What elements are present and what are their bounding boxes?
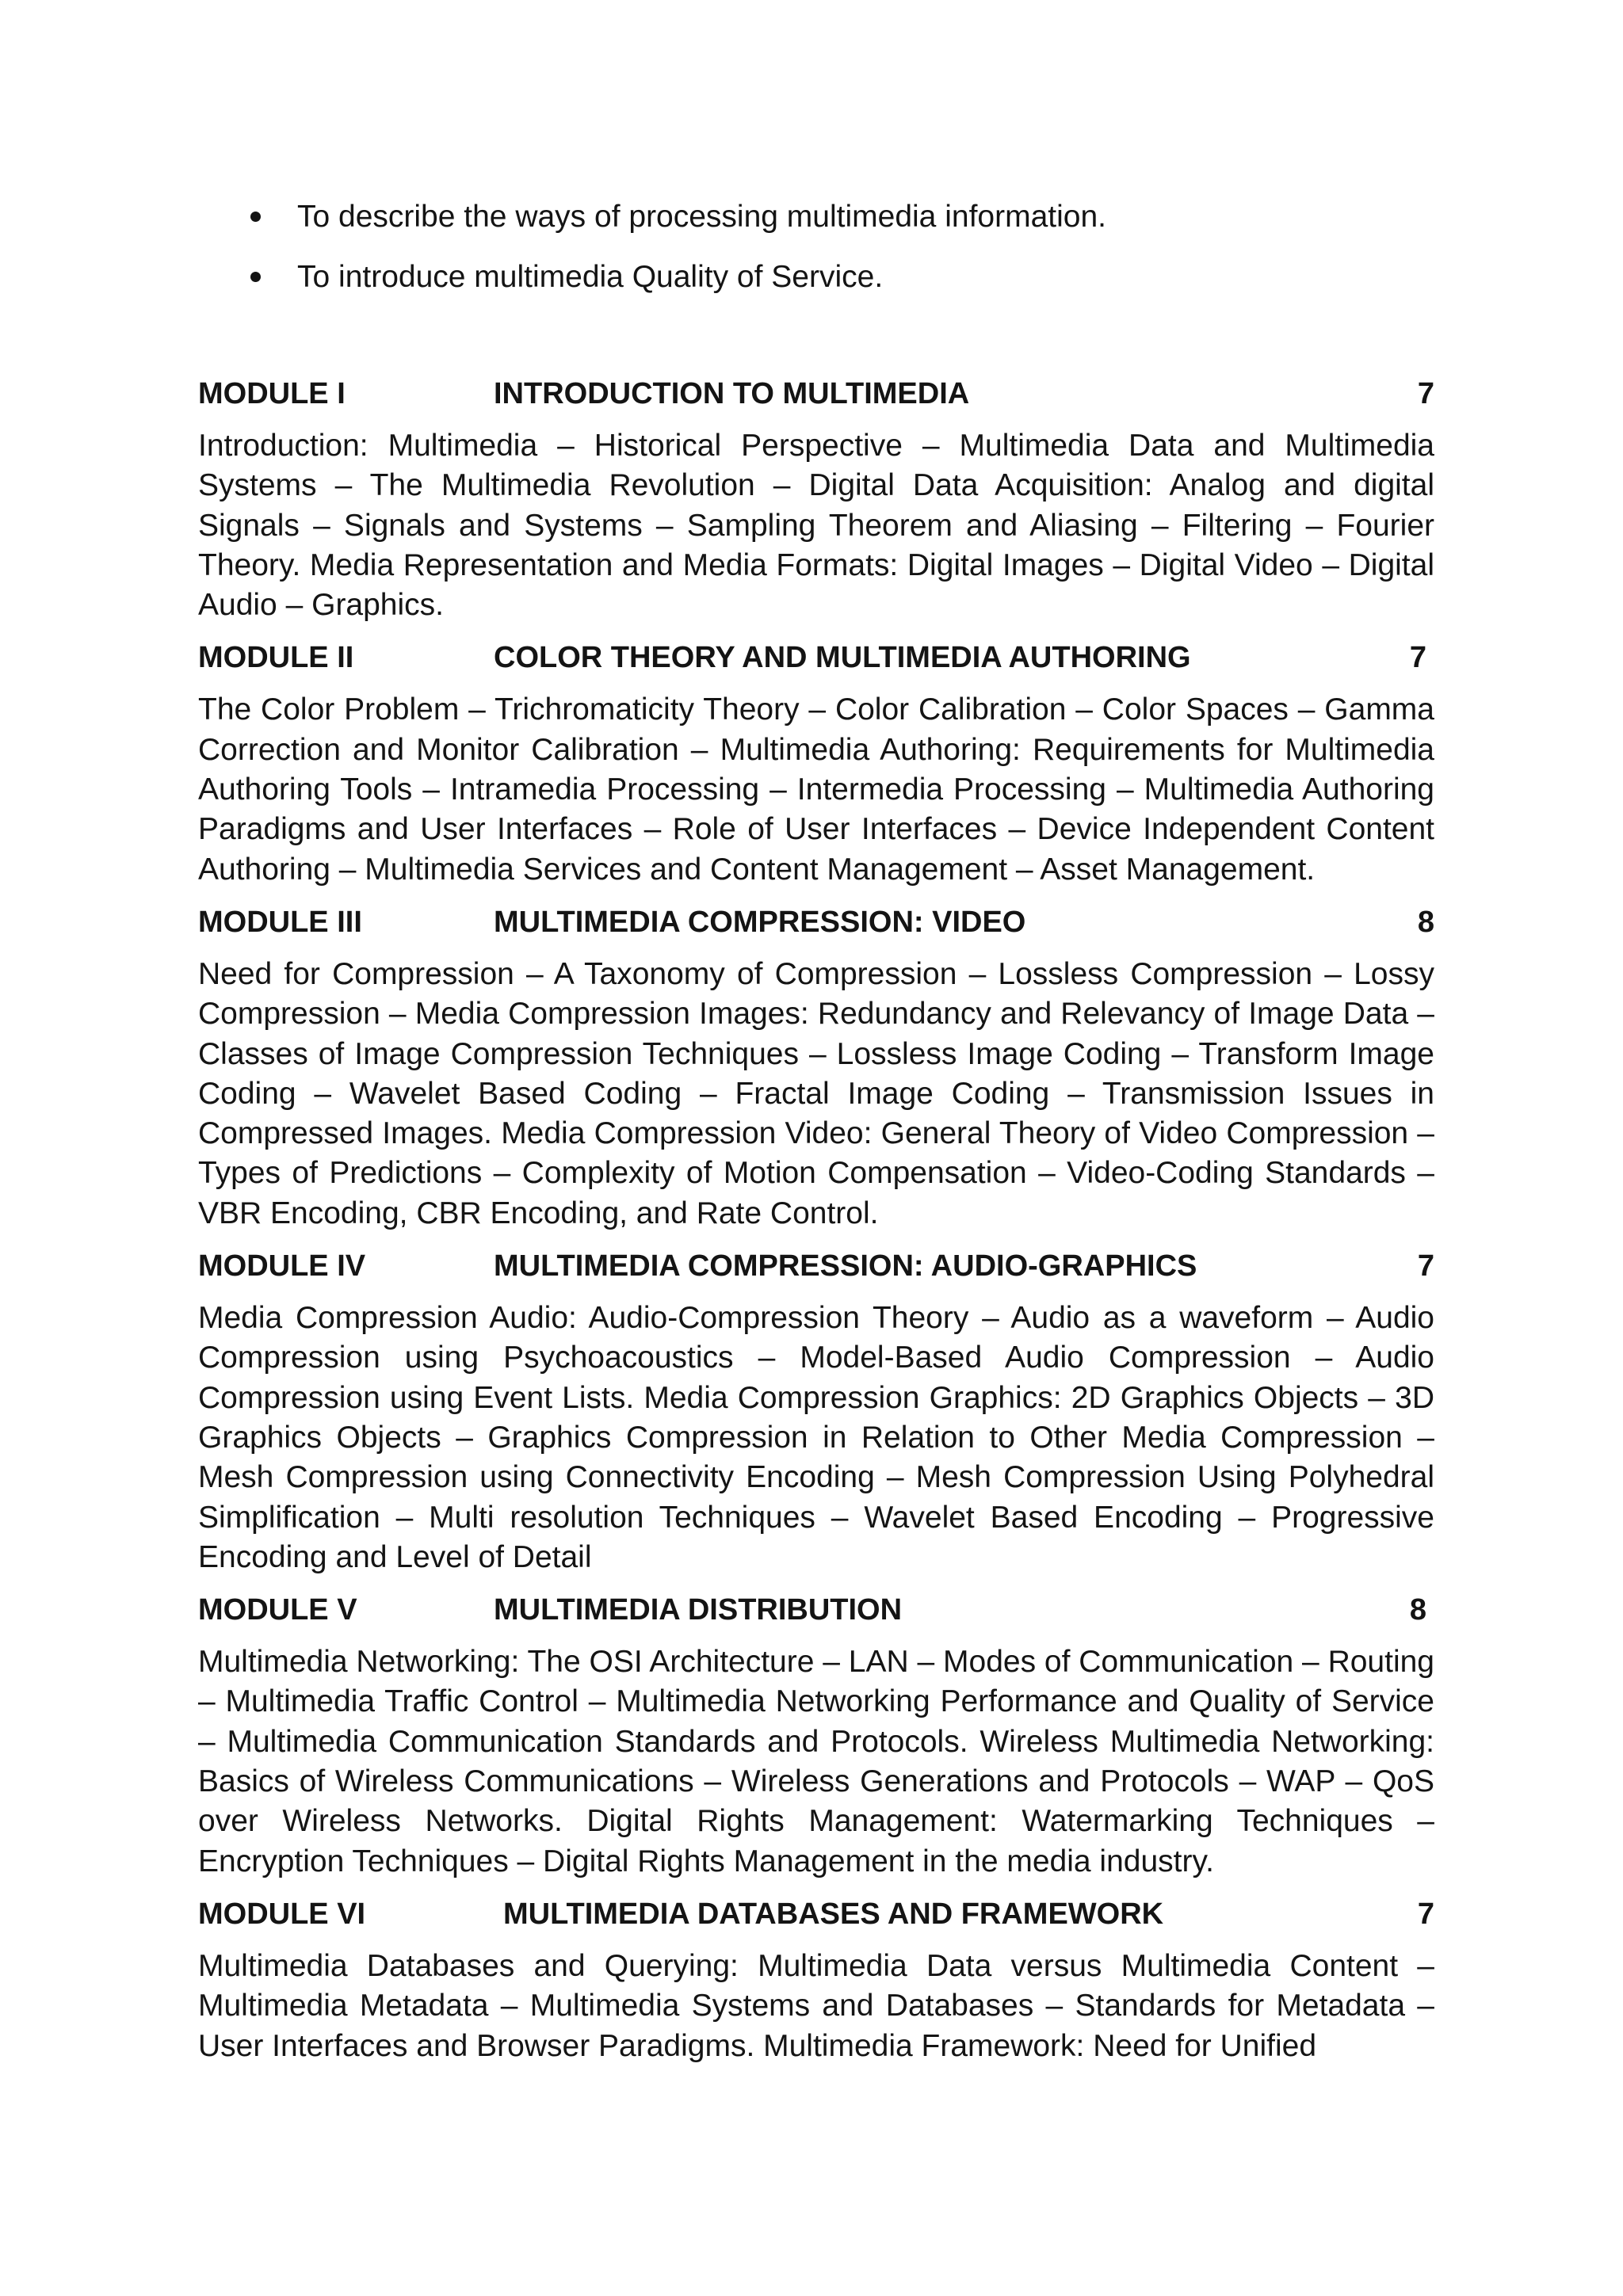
module-title: MULTIMEDIA DISTRIBUTION <box>494 1593 903 1627</box>
objective-item <box>238 257 1426 298</box>
bullet-icon <box>250 212 261 222</box>
objective-text: To describe the ways of processing multimedia information. <box>297 200 1106 234</box>
module-1 <box>198 372 1434 625</box>
module-hours: 7 <box>1417 377 1434 410</box>
module-number: MODULE VI <box>198 1897 366 1931</box>
module-description: Multimedia Networking: The OSI Architecture – LAN – Modes of Communication – Routing – Multimedia Traffic Control – Multimedia Networking Performance and Quality of Service – Multimedia Communication Standards and Protocols. Wireless Multimedia Networking: Basics of Wireless Communications – Wireless Generations and Protocols – WAP – QoS over Wireless Networks. Digital Rights Management: Watermarking Techniques – Encryption Techniques – Digital Rights Management in the media industry. <box>198 1645 1434 1878</box>
module-heading <box>198 1245 1434 1287</box>
module-number: MODULE V <box>198 1593 357 1627</box>
module-5 <box>198 1589 1434 1882</box>
objective-text: To introduce multimedia Quality of Service. <box>297 260 884 294</box>
module-title: MULTIMEDIA COMPRESSION: AUDIO-GRAPHICS <box>494 1249 1197 1283</box>
module-2 <box>198 636 1434 889</box>
module-number: MODULE II <box>198 641 354 675</box>
module-hours: 7 <box>1409 641 1426 675</box>
objectives-list <box>238 196 1426 317</box>
modules-section <box>198 372 1434 2077</box>
module-hours: 8 <box>1417 905 1434 939</box>
module-number: MODULE III <box>198 905 362 939</box>
module-description: Media Compression Audio: Audio-Compression Theory – Audio as a waveform – Audio Compression using Psychoacoustics – Model-Based Audio Compression – Audio Compression using Event Lists. Media Compression Graphics: 2D Graphics Objects – 3D Graphics Objects – Graphics Compression in Relation to Other Media Compression – Mesh Compression using Connectivity Encoding – Mesh Compression Using Polyhedral Simplification – Multi resolution Techniques – Wavelet Based Encoding – Progressive Encoding and Level of Detail <box>198 1301 1434 1574</box>
module-heading <box>198 1893 1434 1936</box>
module-3 <box>198 901 1434 1234</box>
module-hours: 7 <box>1417 1897 1434 1931</box>
module-description: Need for Compression – A Taxonomy of Compression – Lossless Compression – Lossy Compression – Media Compression Images: Redundancy and Relevancy of Image Data – Classes of Image Compression Techniques – Lossless Image Coding – Transform Image Coding – Wavelet Based Coding – Fractal Image Coding – Transmission Issues in Compressed Images. Media Compression Video: General Theory of Video Compression – Types of Predictions – Complexity of Motion Compensation – Video-Coding Standards – VBR Encoding, CBR Encoding, and Rate Control. <box>198 956 1434 1230</box>
module-description: Introduction: Multimedia – Historical Perspective – Multimedia Data and Multimedia Systems – The Multimedia Revolution – Digital Data Acquisition: Analog and digital Signals – Signals and Systems – Sampling Theorem and Aliasing – Filtering – Fourier Theory. Media Representation and Media Formats: Digital Images – Digital Video – Digital Audio – Graphics. <box>198 429 1434 623</box>
module-number: MODULE IV <box>198 1249 366 1283</box>
module-4 <box>198 1245 1434 1577</box>
module-number: MODULE I <box>198 377 346 410</box>
module-hours: 7 <box>1417 1249 1434 1283</box>
module-heading <box>198 1589 1434 1631</box>
module-hours: 8 <box>1409 1593 1426 1627</box>
module-6 <box>198 1893 1434 2066</box>
bullet-icon <box>250 272 261 282</box>
module-title: MULTIMEDIA COMPRESSION: VIDEO <box>494 905 1026 939</box>
module-title: MULTIMEDIA DATABASES AND FRAMEWORK <box>503 1897 1164 1931</box>
objective-item <box>238 196 1426 238</box>
module-title: COLOR THEORY AND MULTIMEDIA AUTHORING <box>494 641 1191 675</box>
module-title: INTRODUCTION TO MULTIMEDIA <box>494 377 970 410</box>
module-heading <box>198 901 1434 944</box>
module-heading <box>198 636 1434 679</box>
module-description: Multimedia Databases and Querying: Multimedia Data versus Multimedia Content – Multimedia Metadata – Multimedia Systems and Databases – Standards for Metadata – User Interfaces and Browser Paradigms. Multimedia Framework: Need for Unified <box>198 1948 1434 2063</box>
module-description: The Color Problem – Trichromaticity Theory – Color Calibration – Color Spaces – Gamma Correction and Monitor Calibration – Multimedia Authoring: Requirements for Multimedia Authoring Tools – Intramedia Processing – Intermedia Processing – Multimedia Authoring Paradigms and User Interfaces – Role of User Interfaces – Device Independent Content Authoring – Multimedia Services and Content Management – Asset Management. <box>198 692 1434 887</box>
module-heading <box>198 372 1434 415</box>
